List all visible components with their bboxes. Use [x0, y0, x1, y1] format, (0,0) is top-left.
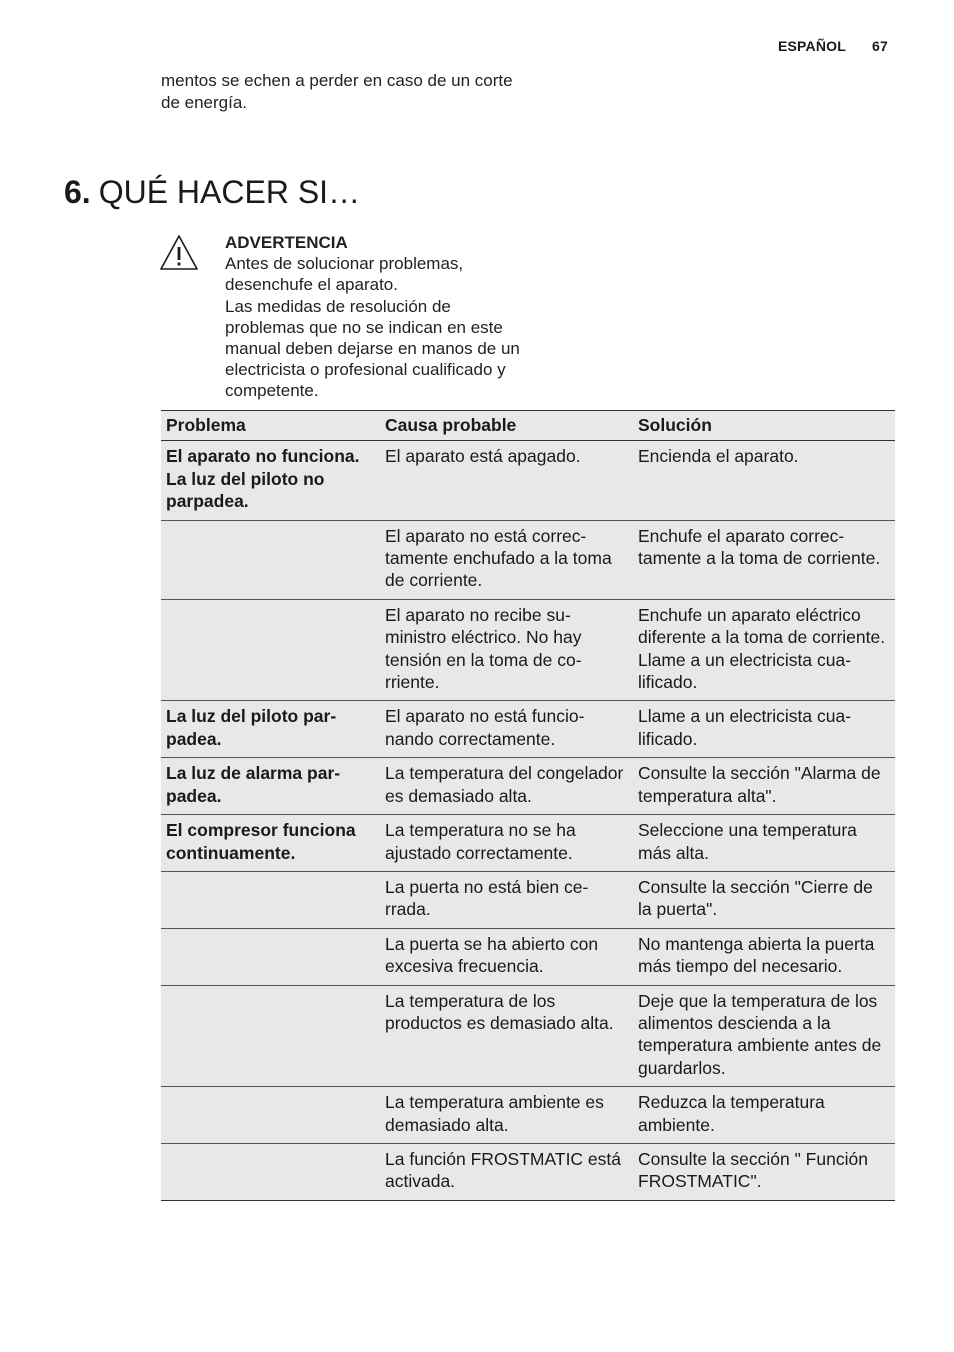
intro-paragraph: mentos se echen a perder en caso de un corte de energía.	[161, 71, 513, 112]
header-solution: Solución	[633, 411, 895, 441]
cell-solution: No mantenga abierta la puerta más tiempo del necesario.	[633, 928, 895, 985]
cell-cause: El aparato no está funcionando correctamente.	[380, 701, 633, 758]
table-row	[161, 1087, 895, 1144]
table-row	[161, 871, 895, 928]
cell-solution: Consulte la sección " Función FROSTMATIC".	[633, 1143, 895, 1200]
section-title: QUÉ HACER SI…	[98, 174, 361, 210]
page-header	[778, 38, 888, 54]
cell-cause: El aparato no recibe suministro eléctrico. No hay tensión en la toma de corriente.	[380, 599, 633, 701]
cell-solution: Seleccione una temperatura más alta.	[633, 815, 895, 872]
cell-cause: La temperatura del congelador es demasiado alta.	[380, 758, 633, 815]
cell-problem	[161, 985, 380, 1087]
table-row	[161, 758, 895, 815]
troubleshooting-table	[161, 410, 895, 1201]
cell-solution: Encienda el aparato.	[633, 441, 895, 520]
cell-solution: Deje que la temperatura de los alimentos descienda a la temperatura ambiente antes de guardarlos.	[633, 985, 895, 1087]
cell-problem: La luz de alarma parpadea.	[161, 758, 380, 815]
cell-problem	[161, 871, 380, 928]
cell-solution: Reduzca la temperatura ambiente.	[633, 1087, 895, 1144]
warning-line: Las medidas de resolución de problemas que no se indican en este manual deben dejarse en manos de un electricista o profesional cualificado y competente.	[225, 296, 520, 401]
cell-cause: El aparato está apagado.	[380, 441, 633, 520]
table-row	[161, 815, 895, 872]
cell-cause: La temperatura no se ha ajustado correctamente.	[380, 815, 633, 872]
cell-cause: El aparato no está correctamente enchufado a la toma de corriente.	[380, 520, 633, 599]
cell-cause: La temperatura de los productos es demasiado alta.	[380, 985, 633, 1087]
table-row	[161, 928, 895, 985]
cell-problem: La luz del piloto parpadea.	[161, 701, 380, 758]
cell-problem	[161, 1143, 380, 1200]
table-row	[161, 1143, 895, 1200]
warning-title: ADVERTENCIA	[225, 233, 348, 252]
section-heading	[64, 172, 360, 212]
warning-line: Antes de solucionar problemas, desenchufe el aparato.	[225, 254, 464, 295]
header-cause: Causa probable	[380, 411, 633, 441]
warning-block	[225, 232, 525, 402]
cell-problem: El compresor funciona continuamente.	[161, 815, 380, 872]
table-row	[161, 985, 895, 1087]
cell-solution: Enchufe el aparato correctamente a la toma de corriente.	[633, 520, 895, 599]
cell-problem	[161, 1087, 380, 1144]
cell-problem	[161, 520, 380, 599]
cell-problem	[161, 599, 380, 701]
table-row	[161, 520, 895, 599]
table-row	[161, 599, 895, 701]
cell-solution: Enchufe un aparato eléctrico diferente a la toma de corriente. Llame a un electricista cualificado.	[633, 599, 895, 701]
cell-problem	[161, 928, 380, 985]
cell-cause: La puerta no está bien cerrada.	[380, 871, 633, 928]
cell-problem: El aparato no funciona. La luz del piloto no parpadea.	[161, 441, 380, 520]
table-body	[161, 441, 895, 1200]
table-row	[161, 701, 895, 758]
cell-cause: La función FROSTMATIC está activada.	[380, 1143, 633, 1200]
warning-triangle-icon	[159, 234, 199, 272]
table-header-row	[161, 411, 895, 441]
page-number: 67	[872, 38, 888, 54]
cell-cause: La puerta se ha abierto con excesiva frecuencia.	[380, 928, 633, 985]
section-number: 6.	[64, 174, 91, 210]
table-row	[161, 441, 895, 520]
header-language: ESPAÑOL	[777, 38, 847, 54]
cell-solution: Consulte la sección "Cierre de la puerta".	[633, 871, 895, 928]
header-problem: Problema	[161, 411, 380, 441]
cell-cause: La temperatura ambiente es demasiado alta.	[380, 1087, 633, 1144]
cell-solution: Consulte la sección "Alarma de temperatura alta".	[633, 758, 895, 815]
cell-solution: Llame a un electricista cualificado.	[633, 701, 895, 758]
